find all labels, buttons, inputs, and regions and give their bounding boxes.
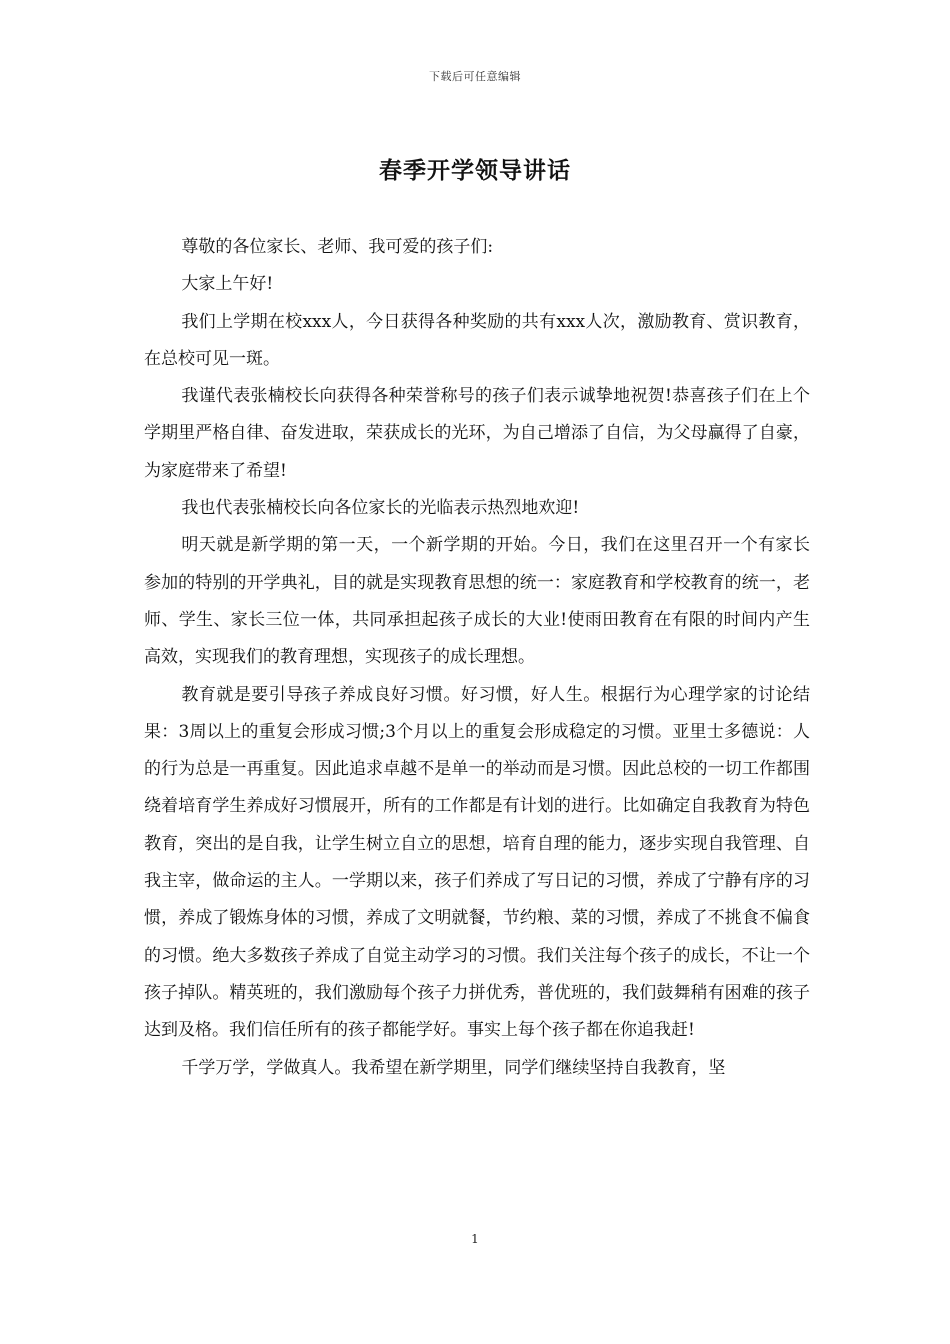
paragraph: 我也代表张楠校长向各位家长的光临表示热烈地欢迎!: [181, 498, 580, 519]
header-note: 下载后可任意编辑: [429, 70, 521, 83]
paragraph: 我们上学期在校xxx人，今日获得各种奖励的共有xxx人次，激励教育、赏识教育，在总校可见一斑。: [144, 311, 810, 369]
paragraph-salutation: 尊敬的各位家长、老师、我可爱的孩子们:: [181, 237, 494, 257]
document-body: [144, 229, 810, 1087]
paragraph: 千学万学，学做真人。我希望在新学期里，同学们继续坚持自我教育，坚: [181, 1057, 726, 1078]
paragraph: 教育就是要引导孩子养成良好习惯。好习惯，好人生。根据行为心理学家的讨论结果：3周以上的重复会形成习惯;3个月以上的重复会形成稳定的习惯。亚里士多德说：人的行为总是一再重复。因此追求卓越不是单一的举动而是习惯。因此总校的一切工作都围绕着培育学生养成好习惯展开，所有的工作都是有计划的进行。比如确定自我教育为特色教育，突出的是自我，让学生树立自立的思想，培育自理的能力，逐步实现自我管理、自我主宰，做命运的主人。一学期以来，孩子们养成了写日记的习惯，养成了宁静有序的习惯，养成了锻炼身体的习惯，养成了文明就餐，节约粮、菜的习惯，养成了不挑食不偏食的习惯。绝大多数孩子养成了自觉主动学习的习惯。我们关注每个孩子的成长，不让一个孩子掉队。精英班的，我们激励每个孩子力拼优秀，普优班的，我们鼓舞稍有困难的孩子达到及格。我们信任所有的孩子都能学好。事实上每个孩子都在你追我赶!: [144, 684, 810, 1041]
document-title: 春季开学领导讲话: [379, 157, 571, 184]
paragraph: 我谨代表张楠校长向获得各种荣誉称号的孩子们表示诚挚地祝贺!恭喜孩子们在上个学期里严格自律、奋发进取，荣获成长的光环，为自己增添了自信，为父母赢得了自豪，为家庭带来了希望!: [144, 386, 810, 481]
page-number: 1: [471, 1232, 479, 1246]
paragraph: 明天就是新学期的第一天，一个新学期的开始。今日，我们在这里召开一个有家长参加的特别的开学典礼，目的就是实现教育思想的统一：家庭教育和学校教育的统一，老师、学生、家长三位一体，共同承担起孩子成长的大业!使雨田教育在有限的时间内产生高效，实现我们的教育理想，实现孩子的成长理想。: [144, 535, 810, 668]
paragraph-greeting: 大家上午好!: [181, 274, 274, 295]
